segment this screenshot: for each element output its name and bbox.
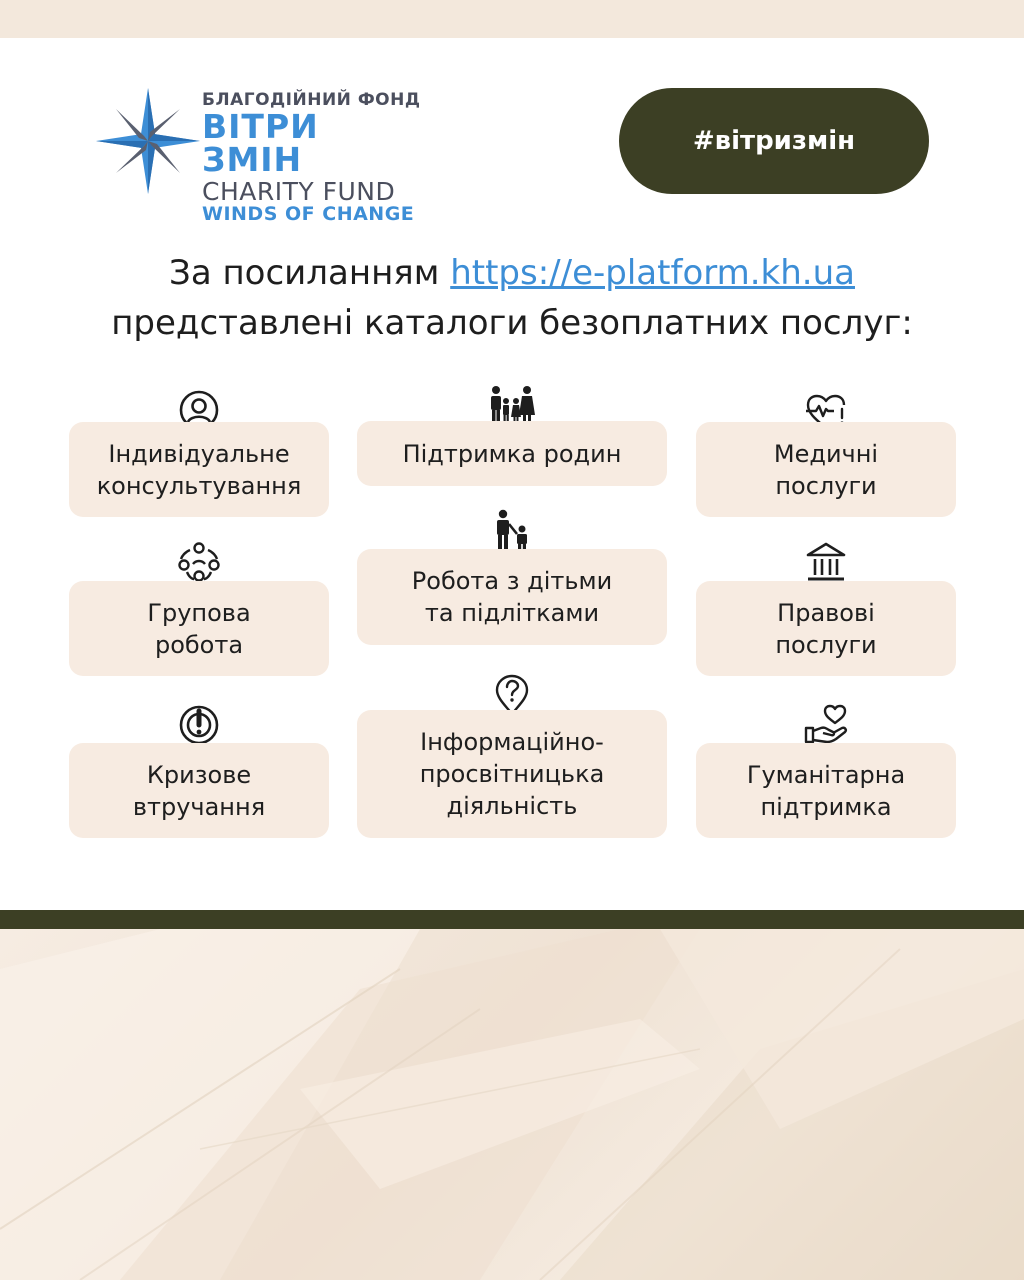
group-icon [175, 540, 223, 584]
service-card-legal[interactable] [696, 581, 956, 676]
service-card-crisis[interactable] [69, 743, 329, 838]
service-label-legal: Правові послуги [775, 598, 877, 659]
service-card-info[interactable] [357, 710, 667, 838]
divider-bar [0, 910, 1024, 929]
service-label-individual: Індивідуальне консультування [96, 439, 302, 500]
decorative-background [0, 929, 1024, 1280]
service-label-group: Групова робота [147, 598, 251, 659]
logo-line-4: WINDS OF CHANGE [202, 203, 415, 225]
service-card-children[interactable] [357, 549, 667, 645]
service-card-medical[interactable] [696, 422, 956, 517]
logo-line-1: БЛАГОДІЙНИЙ ФОНД [202, 90, 421, 110]
charity-fund-logo [94, 86, 424, 225]
crisis-icon [178, 703, 220, 745]
service-label-humanitarian: Гуманітарна підтримка [746, 760, 906, 821]
logo-line-3: CHARITY FUND [202, 177, 396, 206]
headline-prefix: За посиланням [169, 253, 451, 293]
service-card-family[interactable] [357, 421, 667, 486]
hashtag-button[interactable]: #вітризмін [619, 88, 929, 194]
headline-line-2: представлені каталоги безоплатних послуг: [111, 303, 913, 343]
service-label-family: Підтримка родин [402, 439, 622, 468]
service-label-info: Інформаційно- просвітницька діяльність [419, 728, 605, 820]
service-card-group[interactable] [69, 581, 329, 676]
parent-child-icon [494, 509, 532, 553]
top-strip [0, 0, 1024, 38]
service-label-medical: Медичні послуги [773, 439, 879, 500]
headline [40, 248, 984, 348]
service-label-crisis: Кризове втручання [132, 760, 266, 821]
platform-link[interactable]: https://e-platform.kh.ua [450, 253, 855, 293]
courthouse-icon [805, 541, 847, 583]
hand-heart-icon [803, 704, 849, 746]
service-card-individual[interactable] [69, 422, 329, 517]
service-label-children: Робота з дітьми та підлітками [411, 567, 613, 627]
compass-star-icon [94, 86, 202, 196]
logo-line-2: ВІТРИ ЗМІН [202, 107, 319, 179]
service-card-humanitarian[interactable] [696, 743, 956, 838]
